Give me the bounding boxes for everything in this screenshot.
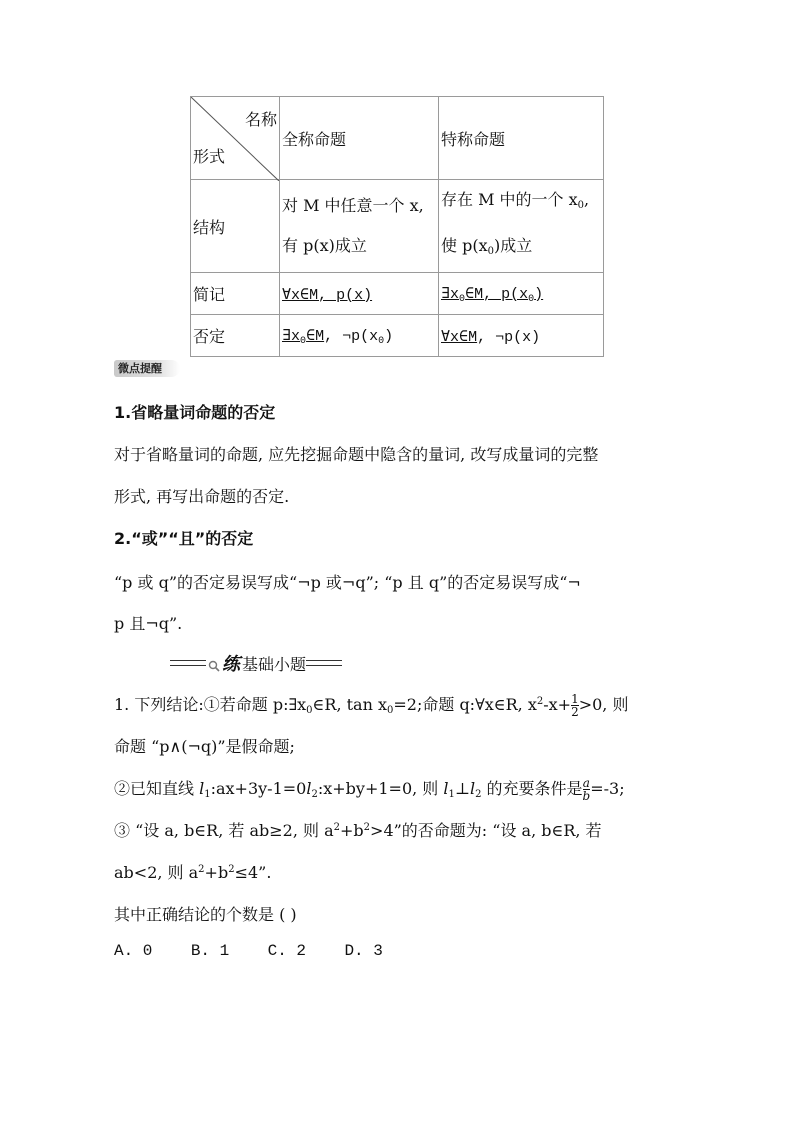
fraction-a-over-b: $\frac{a}{b}$ (582, 776, 591, 803)
structure-existential: 存在 M 中的一个 $x_0$, 使 $p(x_0)$成立 (439, 180, 604, 273)
header-name-label: 名称 (244, 110, 277, 129)
structure-universal: 对 M 中任意一个 x, 有 p(x)成立 (280, 180, 439, 273)
notation-universal: ∀x∈M, p(x) (280, 273, 439, 315)
row-label-negation: 否定 (191, 315, 280, 357)
header-form-label: 形式 (193, 147, 226, 166)
answer-options: A. 0 B. 1 C. 2 D. 3 (114, 942, 383, 960)
negation-existential: ∀x∈M, ¬p(x) (439, 315, 604, 357)
section2-text-line2: p 且¬q”. (114, 614, 183, 633)
section2-title: 2.“或”“且”的否定 (114, 529, 254, 548)
practice-title: 基础小题 (242, 654, 307, 674)
quantifier-table (190, 96, 604, 357)
section2-text-line1: “p 或 q”的否定易误写成“¬p 或¬q”; “p 且 q”的否定易误写成“¬ (114, 573, 581, 592)
magnifier-icon (208, 657, 220, 669)
right-double-rule (306, 660, 342, 666)
header-universal: 全称命题 (280, 97, 439, 180)
left-double-rule (170, 660, 206, 666)
row-label-structure: 结构 (191, 180, 280, 273)
section1-title: 1.省略量词命题的否定 (114, 403, 276, 422)
practice-heading (170, 650, 342, 676)
section1-text-line2: 形式, 再写出命题的否定. (114, 487, 290, 506)
notation-existential: $\exists x_0\in M$, $p(x_0)$ (439, 273, 604, 315)
diagonal-header-cell (191, 97, 280, 180)
negation-universal: $\exists x_0\in M$, $\neg p(x_0)$ (280, 315, 439, 357)
question1-line4: ③ “设 a, b∈R, 若 ab≥2, 则 $a^2+b^2>4$”的否命题为: “设 a, b∈R, 若 (114, 821, 602, 840)
practice-icon: 练 (222, 654, 240, 675)
header-existential: 特称命题 (439, 97, 604, 180)
question1-line3: ②已知直线 $l_1:ax+3y-1=0l_2:x+by+1=0$, 则 $l_1\perp l_2$ 的充要条件是 $\frac{a}{b}$ =-3; (114, 776, 625, 803)
question1-line5: ab<2, 则 $a^2+b^2\le 4$”. (114, 863, 272, 882)
tip-badge: 微点提醒 (114, 360, 180, 377)
fraction-one-half: $\frac{1}{2}$ (571, 692, 579, 719)
question1-prompt: 其中正确结论的个数是 ( ) (114, 905, 297, 924)
question1-line2: 命题 “p∧(¬q)”是假命题; (114, 737, 295, 756)
section1-text-line1: 对于省略量词的命题, 应先挖掘命题中隐含的量词, 改写成量词的完整 (114, 445, 599, 464)
question1-line1: 1. 下列结论:①若命题 $p:\exists x_0\in R$, $\tan x_0=2$;命题 q:∀x∈R, $x^2-x+$ $\frac{1}{2}$ >0, 则 (114, 692, 629, 719)
row-label-notation: 简记 (191, 273, 280, 315)
